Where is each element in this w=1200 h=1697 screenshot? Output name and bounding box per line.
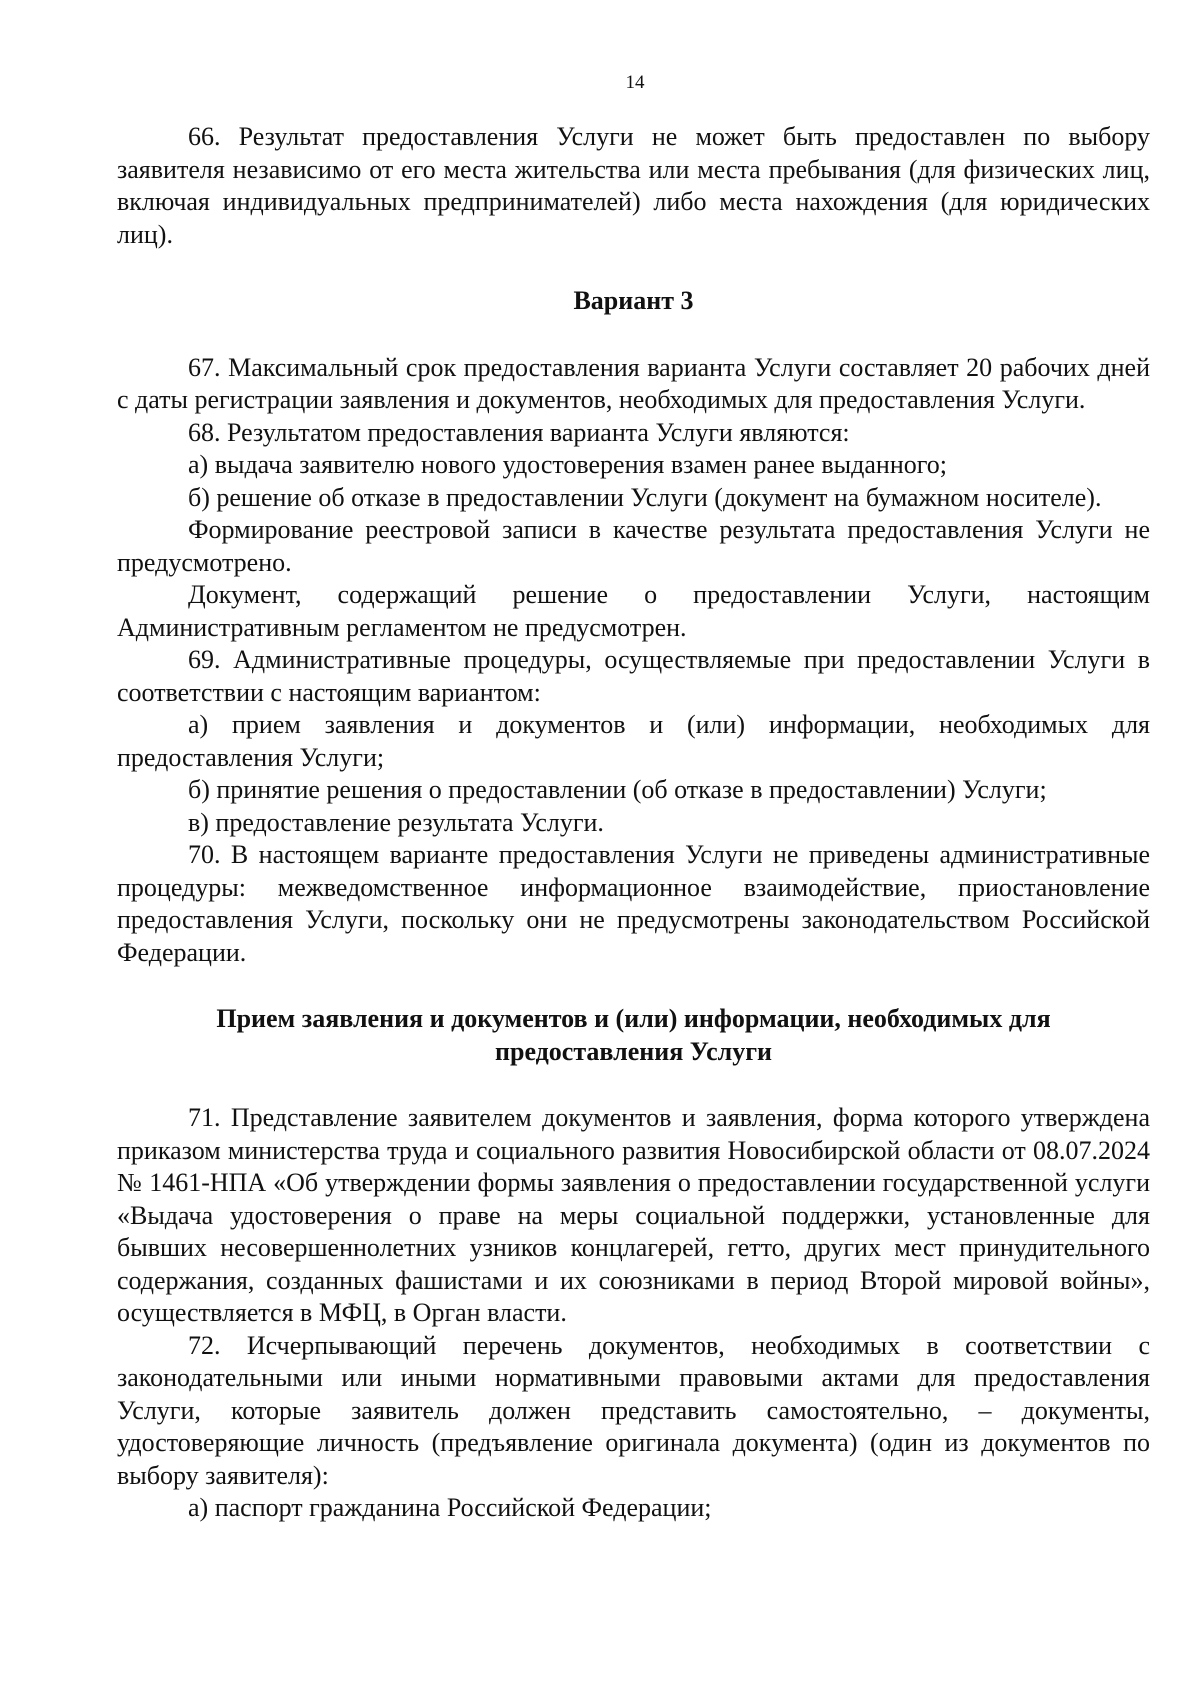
paragraph-71: 71. Представление заявителем документов и заявления, форма которого утверждена приказом министерства труда и социального развития Новосибирской области от 08.07.2024 № 1461-НПА «Об утверждении формы заявления о предоставлении государственной услуги «Выдача удостоверения о праве на меры социальной поддержки, установленные для бывших несовершеннолетних узников концлагерей, гетто, других мест принудительного содержания, созданных фашистами и их союзниками в период Второй мировой войны», осуществляется в МФЦ, в Орган власти. [117, 1103, 1150, 1327]
paragraph-72-item-a: а) паспорт гражданина Российской Федерации; [188, 1493, 712, 1522]
paragraph-70: 70. В настоящем варианте предоставления Услуги не приведены административные процедуры: межведомственное информационное взаимодействие, приостановление предоставления Услуги, поскольку они не предусмотрены законодательством Российской Федерации. [117, 840, 1150, 967]
paragraph-registry-record: Формирование реестровой записи в качестве результата предоставления Услуги не предусмотрено. [117, 515, 1150, 577]
paragraph-68-item-b: б) решение об отказе в предоставлении Услуги (документ на бумажном носителе). [188, 482, 1102, 512]
paragraph-69-item-a: а) прием заявления и документов и (или) информации, необходимых для предоставления Услуги; [117, 710, 1150, 772]
paragraph-69-item-b: б) принятие решения о предоставлении (об отказе в предоставлении) Услуги; [188, 775, 1047, 804]
paragraph-72: 72. Исчерпывающий перечень документов, необходимых в соответствии с законодательными или иными нормативными правовыми актами для предоставления Услуги, которые заявитель должен представить самостоятельно, – документы, удостоверяющие личность (предъявление оригинала документа) (один из документов по выбору заявителя): [117, 1330, 1150, 1490]
section-heading: Прием заявления и документов и (или) информации, необходимых для предоставления Услуги [216, 1004, 1051, 1066]
paragraph-69: 69. Административные процедуры, осуществляемые при предоставлении Услуги в соответствии с настоящим вариантом: [117, 645, 1150, 707]
variant-heading: Вариант 3 [573, 286, 694, 315]
document-body [117, 121, 1150, 1525]
paragraph-67: 67. Максимальный срок предоставления варианта Услуги составляет 20 рабочих дней с даты регистрации заявления и документов, необходимых для предоставления Услуги. [117, 352, 1150, 414]
paragraph-68-item-a: а) выдача заявителю нового удостоверения взамен ранее выданного; [188, 450, 947, 479]
paragraph-69-item-v: в) предоставление результата Услуги. [188, 807, 604, 837]
page-number: 14 [625, 72, 645, 93]
paragraph-66: 66. Результат предоставления Услуги не может быть предоставлен по выбору заявителя независимо от его места жительства или места пребывания (для физических лиц, включая индивидуальных предпринимателей) либо места нахождения (для юридических лиц). [117, 122, 1150, 249]
paragraph-68: 68. Результатом предоставления варианта Услуги являются: [188, 417, 850, 447]
paragraph-decision-document: Документ, содержащий решение о предоставлении Услуги, настоящим Административным регламентом не предусмотрен. [117, 580, 1150, 642]
